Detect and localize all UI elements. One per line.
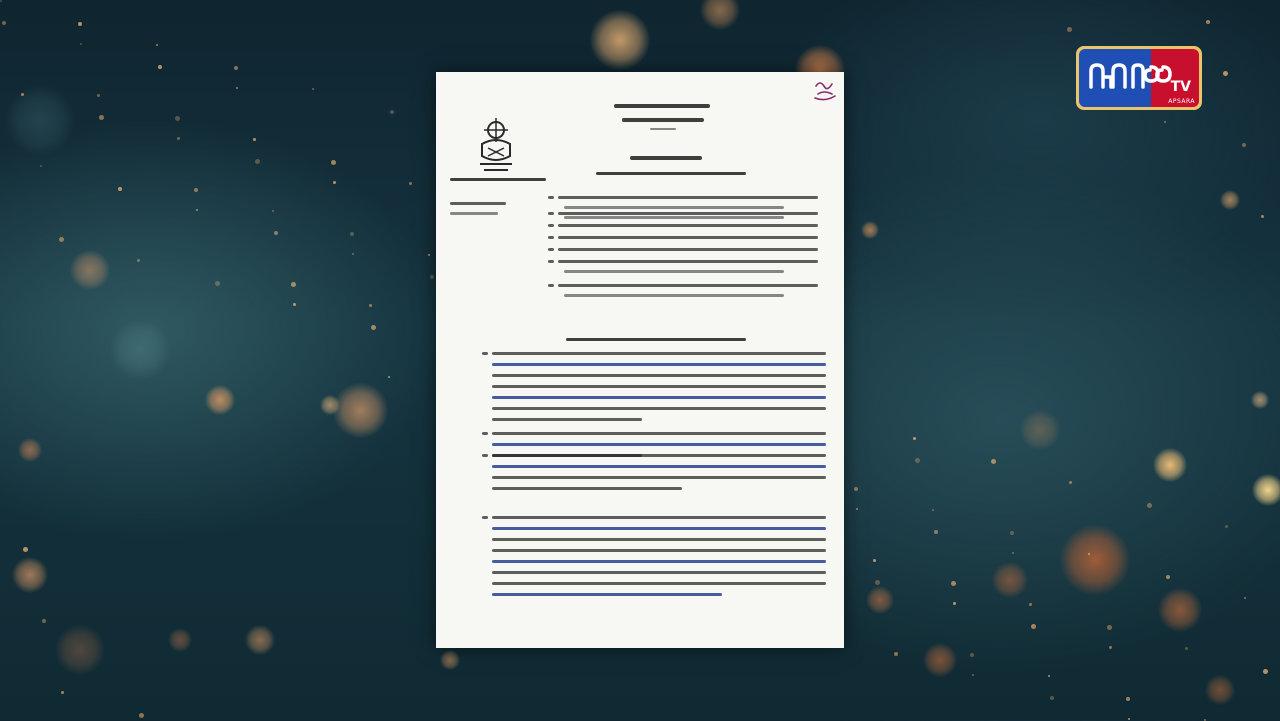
bokeh-light-6 <box>70 250 110 290</box>
text-line-36 <box>492 432 826 435</box>
light-speck-115 <box>915 458 920 463</box>
light-speck-51 <box>1107 625 1112 630</box>
light-speck-41 <box>137 259 140 262</box>
text-line-51 <box>492 582 826 585</box>
light-speck-28 <box>156 44 158 46</box>
light-speck-95 <box>255 159 260 164</box>
light-speck-56 <box>312 88 314 90</box>
light-speck-14 <box>78 22 82 26</box>
light-speck-88 <box>856 508 858 510</box>
bokeh-light-9 <box>245 625 275 655</box>
light-speck-67 <box>99 115 104 120</box>
light-speck-24 <box>1048 675 1050 677</box>
text-line-6 <box>450 202 506 205</box>
light-speck-27 <box>59 237 64 242</box>
text-line-29 <box>492 363 826 366</box>
light-speck-39 <box>1223 71 1228 76</box>
text-line-11 <box>564 216 784 219</box>
text-line-20 <box>548 260 554 263</box>
light-speck-54 <box>118 187 122 191</box>
light-speck-80 <box>80 43 82 45</box>
light-speck-117 <box>1109 646 1112 649</box>
text-line-1 <box>622 118 704 122</box>
light-speck-106 <box>42 619 46 623</box>
bokeh-light-10 <box>55 625 105 675</box>
text-line-49 <box>492 560 826 563</box>
text-line-26 <box>566 338 746 341</box>
light-speck-0 <box>0 0 2 2</box>
light-speck-63 <box>991 459 996 464</box>
bokeh-light-24 <box>440 650 460 670</box>
light-speck-76 <box>972 674 974 676</box>
text-line-40 <box>492 454 826 457</box>
text-line-33 <box>492 407 826 410</box>
light-speck-77 <box>1069 481 1072 484</box>
text-line-7 <box>450 212 498 215</box>
light-speck-75 <box>875 580 880 585</box>
logo-tv-label: TV <box>1170 79 1191 95</box>
light-speck-109 <box>333 181 336 184</box>
light-speck-68 <box>196 209 198 211</box>
bokeh-light-26 <box>5 85 75 155</box>
light-speck-92 <box>1244 597 1246 599</box>
text-line-34 <box>492 418 642 421</box>
text-line-43 <box>492 487 682 490</box>
light-speck-82 <box>274 231 278 235</box>
light-speck-9 <box>873 559 876 562</box>
text-line-31 <box>492 385 826 388</box>
light-speck-42 <box>234 66 238 70</box>
bokeh-light-19 <box>861 221 879 239</box>
logo-sub-label: APSARA <box>1168 98 1195 105</box>
light-speck-90 <box>1050 696 1054 700</box>
bokeh-light-5 <box>320 395 340 415</box>
light-speck-105 <box>1225 525 1228 528</box>
bokeh-light-13 <box>1252 474 1280 506</box>
light-speck-43 <box>331 160 336 165</box>
light-speck-65 <box>1185 647 1188 650</box>
apsara-tv-logo <box>1076 46 1202 110</box>
text-line-5 <box>596 172 746 175</box>
light-speck-81 <box>177 137 180 140</box>
light-speck-26 <box>1242 143 1246 147</box>
text-line-8 <box>548 196 554 199</box>
light-speck-12 <box>1164 121 1166 123</box>
light-speck-23 <box>951 581 956 586</box>
bokeh-light-15 <box>1158 588 1202 632</box>
light-speck-30 <box>350 232 354 236</box>
light-speck-91 <box>1147 503 1152 508</box>
light-speck-10 <box>970 653 974 657</box>
light-speck-11 <box>1067 27 1072 32</box>
text-line-44 <box>482 516 488 519</box>
text-line-17 <box>558 236 818 239</box>
text-line-37 <box>492 443 826 446</box>
text-line-30 <box>492 374 826 377</box>
bokeh-light-7 <box>18 438 42 462</box>
text-line-27 <box>482 352 488 355</box>
text-line-18 <box>548 248 554 251</box>
light-speck-78 <box>1166 575 1170 579</box>
light-speck-66 <box>2 21 6 25</box>
court-emblem-icon <box>476 114 516 176</box>
light-speck-79 <box>1263 669 1268 674</box>
bokeh-light-16 <box>992 562 1028 598</box>
text-line-25 <box>564 294 784 297</box>
text-line-45 <box>492 516 826 519</box>
light-speck-13 <box>1261 215 1264 218</box>
light-speck-64 <box>1088 553 1090 555</box>
text-line-0 <box>614 104 710 108</box>
light-speck-1 <box>97 94 100 97</box>
text-line-41 <box>492 465 826 468</box>
bokeh-light-21 <box>1251 391 1269 409</box>
text-line-9 <box>558 196 818 199</box>
light-speck-69 <box>293 303 296 306</box>
light-speck-96 <box>352 253 354 255</box>
text-line-10 <box>564 206 784 209</box>
text-line-16 <box>548 236 554 239</box>
light-speck-36 <box>932 509 934 511</box>
bokeh-light-11 <box>168 628 192 652</box>
court-decision-document <box>436 72 844 648</box>
text-line-47 <box>492 538 826 541</box>
bokeh-light-8 <box>12 557 48 593</box>
light-speck-116 <box>1012 552 1014 554</box>
text-line-12 <box>548 212 554 215</box>
text-line-52 <box>492 593 722 596</box>
text-line-46 <box>492 527 826 530</box>
light-speck-49 <box>913 437 916 440</box>
text-line-42 <box>492 476 826 479</box>
light-speck-83 <box>371 325 376 330</box>
light-speck-57 <box>409 182 412 185</box>
text-line-15 <box>558 224 818 227</box>
text-line-3 <box>450 178 546 181</box>
light-speck-94 <box>158 65 162 69</box>
light-speck-103 <box>1031 624 1036 629</box>
text-line-28 <box>492 352 826 355</box>
light-speck-118 <box>1206 20 1210 24</box>
bokeh-light-4 <box>205 385 235 415</box>
text-line-39 <box>482 454 488 457</box>
bokeh-light-14 <box>1060 525 1130 595</box>
bokeh-light-17 <box>866 586 894 614</box>
bokeh-light-23 <box>1205 675 1235 705</box>
light-speck-44 <box>428 254 430 256</box>
text-line-4 <box>630 156 702 160</box>
light-speck-2 <box>194 188 198 192</box>
bokeh-light-0 <box>590 10 650 70</box>
light-speck-17 <box>369 304 372 307</box>
light-speck-70 <box>390 110 394 114</box>
light-speck-29 <box>253 138 256 141</box>
text-line-2 <box>650 128 676 130</box>
light-speck-40 <box>40 165 42 167</box>
bokeh-light-1 <box>700 0 740 30</box>
bokeh-light-12 <box>1153 448 1187 482</box>
light-speck-22 <box>854 487 858 491</box>
light-speck-62 <box>894 652 898 656</box>
light-speck-108 <box>236 87 238 89</box>
text-line-19 <box>558 248 818 251</box>
text-line-24 <box>558 284 818 287</box>
light-speck-4 <box>388 376 390 378</box>
channel-logo-glyphs <box>1087 59 1175 93</box>
bokeh-light-20 <box>1220 190 1240 210</box>
light-speck-50 <box>1010 531 1014 535</box>
light-speck-15 <box>175 116 180 121</box>
text-line-14 <box>548 224 554 227</box>
bokeh-light-3 <box>333 383 388 438</box>
text-line-35 <box>482 432 488 435</box>
text-line-50 <box>492 571 826 574</box>
light-speck-93 <box>61 691 64 694</box>
text-line-48 <box>492 549 826 552</box>
handwritten-page-number-annotation <box>812 78 838 102</box>
light-speck-107 <box>139 713 144 718</box>
light-speck-16 <box>272 210 274 212</box>
light-speck-55 <box>215 281 220 286</box>
light-speck-53 <box>21 93 24 96</box>
light-speck-37 <box>1029 603 1032 606</box>
light-speck-102 <box>934 530 938 534</box>
light-speck-110 <box>430 275 434 279</box>
light-speck-38 <box>1126 697 1130 701</box>
text-line-32 <box>492 396 826 399</box>
text-line-21 <box>558 260 818 263</box>
light-speck-89 <box>953 602 956 605</box>
text-line-23 <box>548 284 554 287</box>
bokeh-light-18 <box>1020 410 1060 450</box>
text-line-22 <box>564 270 784 273</box>
text-line-13 <box>558 212 818 215</box>
bokeh-light-25 <box>110 320 170 380</box>
light-speck-119 <box>23 547 28 552</box>
bokeh-light-22 <box>923 643 957 677</box>
light-speck-3 <box>291 282 296 287</box>
